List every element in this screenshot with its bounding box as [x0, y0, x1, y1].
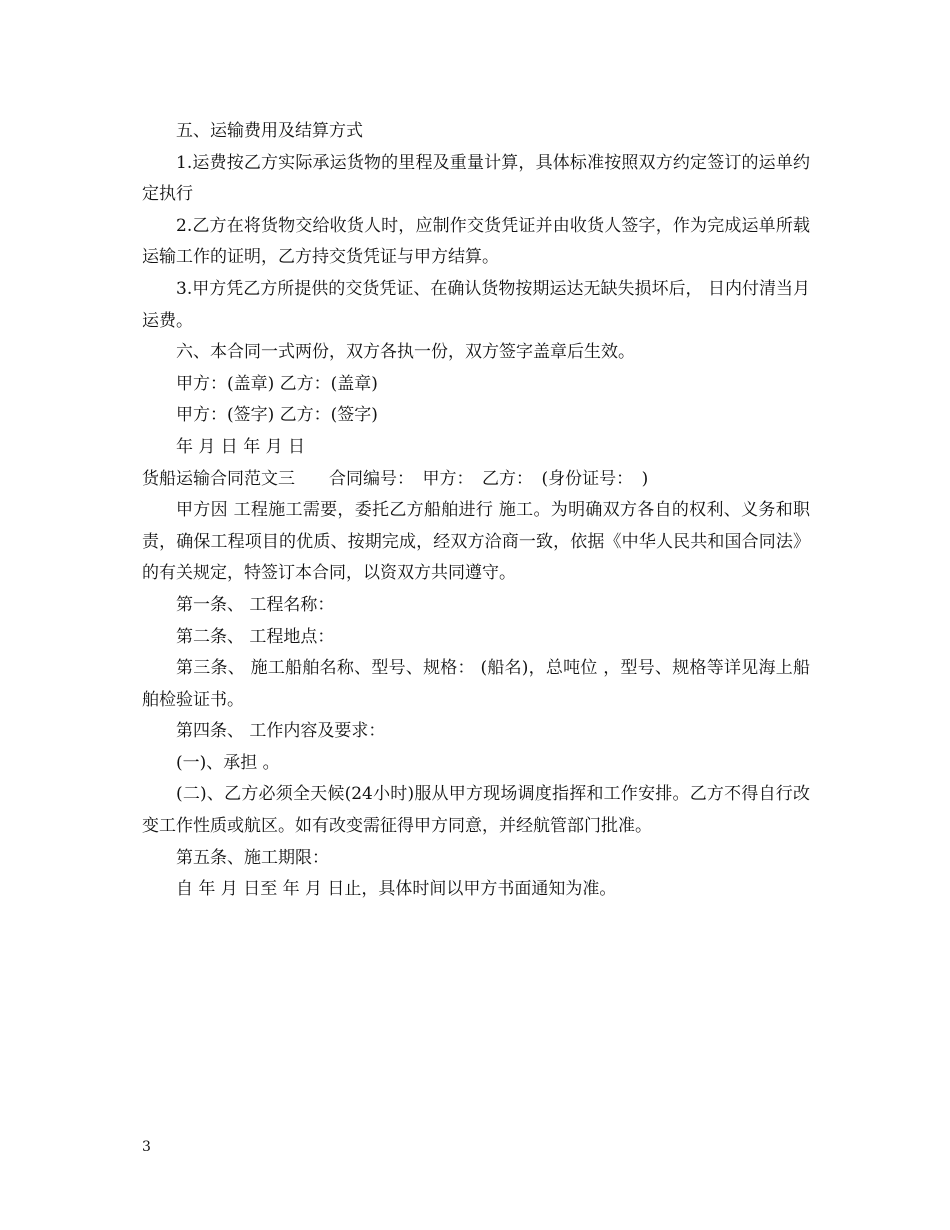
article-2-project-location: 第二条、 工程地点：	[176, 626, 335, 647]
date-line: 年 月 日 年 月 日	[176, 436, 306, 457]
clause-2-delivery-receipt: 2.乙方在将货物交给收货人时，应制作交货凭证并由收货人签字，作为完成运单所载运输工作的证明，乙方持交货凭证与甲方结算。	[142, 215, 810, 268]
article-5-date-range: 自 年 月 日至 年 月 日止，具体时间以甲方书面通知为准。	[176, 879, 617, 900]
section-heading-six: 六、本合同一式两份，双方各执一份，双方签字盖章后生效。	[176, 342, 635, 363]
article-4-work-content: 第四条、 工作内容及要求：	[176, 721, 386, 742]
preamble-paragraph: 甲方因 工程施工需要，委托乙方船舶进行 施工。为明确双方各自的权利、义务和职责，确保工程项目的优质、按期完成，经双方洽商一致，依据《中华人民共和国合同法》的有关规定，特签订本合同，以资双方共同遵守。	[142, 500, 810, 584]
signature-line: 甲方：(签字) 乙方：(签字)	[176, 405, 378, 426]
clause-3-payment: 3.甲方凭乙方所提供的交货凭证、在确认货物按期运达无缺失损坏后， 日内付清当月运费。	[142, 278, 810, 331]
page-number: 3	[142, 1139, 151, 1155]
article-4-item-2: (二)、乙方必须全天候(24小时)服从甲方现场调度指挥和工作安排。乙方不得自行改变工作性质或航区。如有改变需征得甲方同意，并经航管部门批准。	[142, 784, 810, 837]
article-3-vessel-info: 第三条、 施工船舶名称、型号、规格： (船名)，总吨位 ，型号、规格等详见海上船舶检验证书。	[142, 658, 810, 710]
article-5-construction-period: 第五条、施工期限：	[176, 847, 329, 868]
article-1-project-name: 第一条、 工程名称：	[176, 594, 335, 615]
clause-1-freight-calculation: 1.运费按乙方实际承运货物的里程及重量计算，具体标准按照双方约定签订的运单约定执行	[142, 152, 810, 205]
contract-title-line: 货船运输合同范文三 合同编号： 甲方： 乙方： (身份证号： )	[142, 468, 649, 489]
section-heading-five: 五、运输费用及结算方式	[176, 121, 363, 141]
seal-line: 甲方：(盖章) 乙方：(盖章)	[176, 373, 378, 394]
article-4-item-1: (一)、承担 。	[176, 752, 280, 773]
document-body	[142, 116, 810, 906]
